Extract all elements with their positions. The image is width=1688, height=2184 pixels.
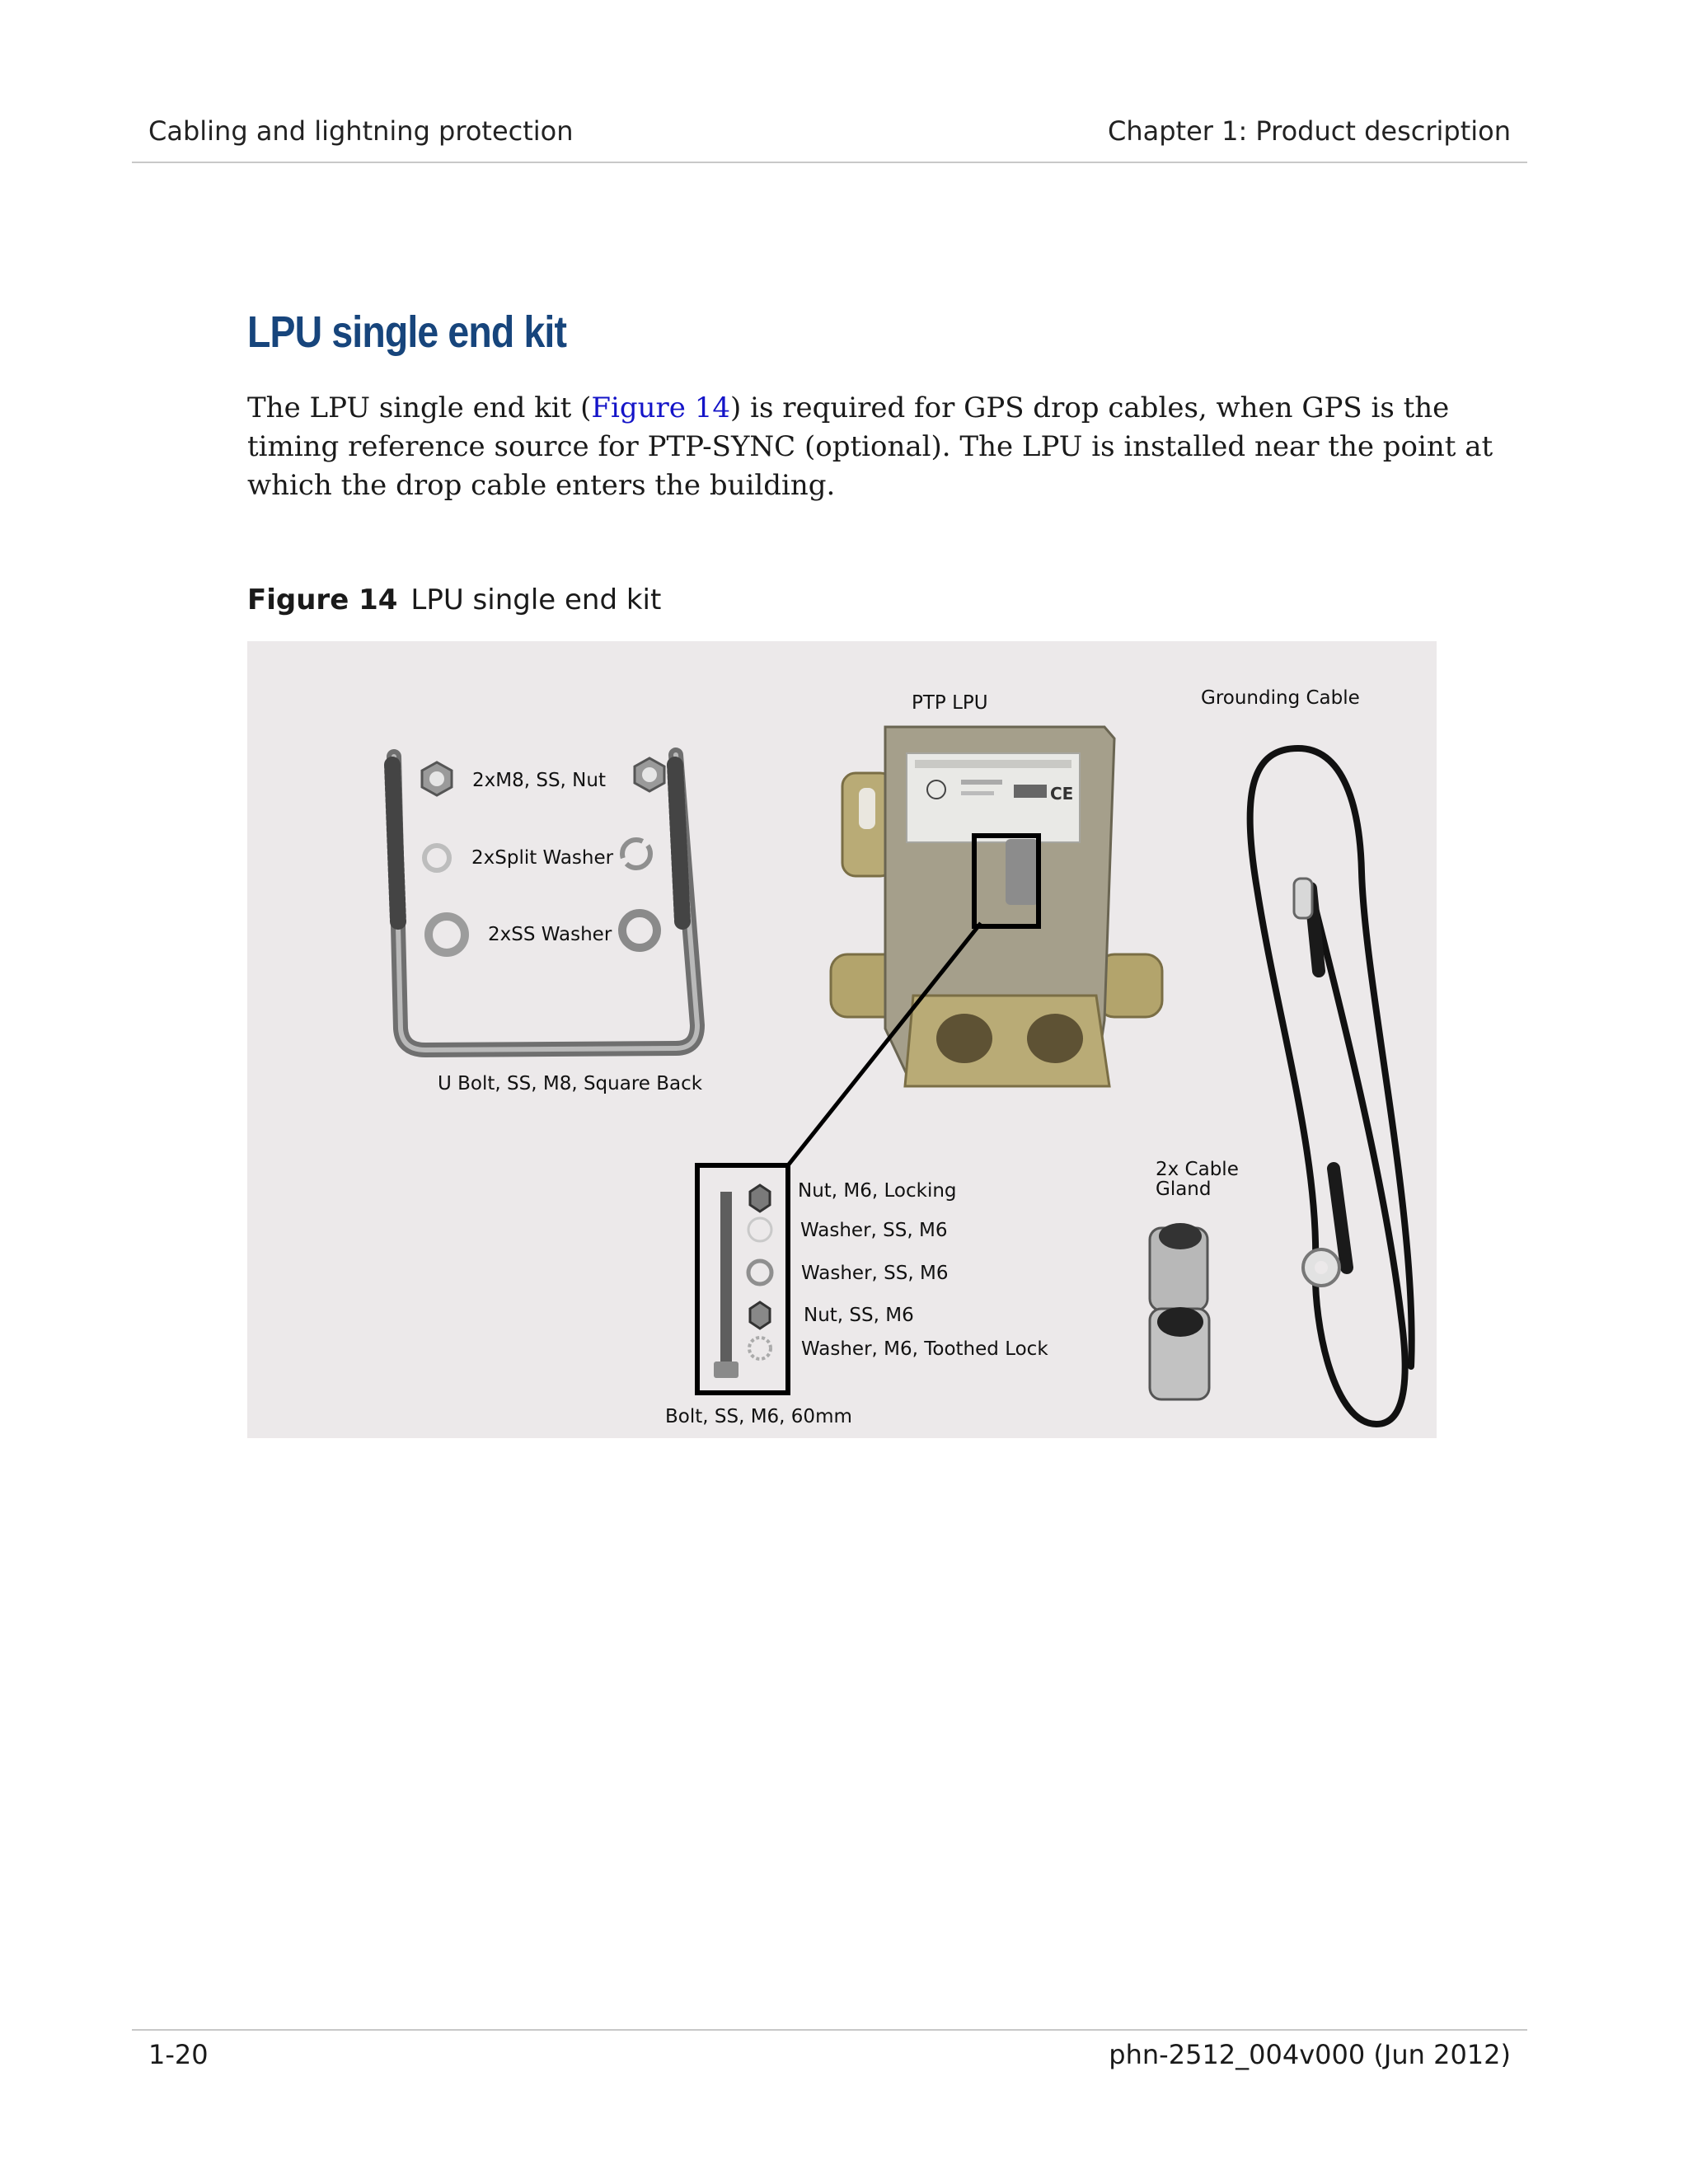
label-ss-washer: 2xSS Washer [488,924,612,945]
intro-text-after: ) is required for GPS drop cables, when GPS is the timing reference source for PTP-SYNC (optional). The LPU is installed near the point at which the drop cable enters the building. [247,391,1493,502]
figure-caption [247,583,661,616]
running-header-chapter: Chapter 1: Product description [1107,115,1511,147]
figure-caption-text: LPU single end kit [410,583,662,616]
figure-number: Figure 14 [247,583,398,616]
label-split-washer: 2xSplit Washer [471,847,614,869]
label-washer-ss-m6-a: Washer, SS, M6 [800,1220,948,1241]
lpu-kit-photo [247,641,1437,1438]
label-washer-ss-m6-b: Washer, SS, M6 [801,1263,949,1284]
label-nut-ss-m6: Nut, SS, M6 [804,1305,914,1326]
label-ptp-lpu: PTP LPU [912,692,988,714]
svg-text:CE: CE [1050,784,1074,804]
grounding-cable-drawing [1250,748,1412,1424]
intro-paragraph [247,389,1541,505]
label-washer-toothed: Washer, M6, Toothed Lock [801,1338,1048,1360]
document-id: phn-2512_004v000 (Jun 2012) [1109,2039,1511,2070]
header-rule [132,162,1527,163]
ptp-lpu-drawing [831,727,1162,1086]
label-u-bolt: U Bolt, SS, M8, Square Back [438,1073,703,1094]
label-cable-gland-line1: 2x Cable [1156,1159,1239,1180]
label-m8-nut: 2xM8, SS, Nut [472,770,606,791]
section-title: LPU single end kit [247,307,567,357]
label-nut-m6-locking: Nut, M6, Locking [798,1180,957,1202]
label-cable-gland-line2: Gland [1156,1179,1212,1200]
label-bolt: Bolt, SS, M6, 60mm [665,1406,852,1427]
label-grounding-cable: Grounding Cable [1201,687,1360,709]
cable-gland-drawing [1150,1223,1209,1399]
intro-text-before: The LPU single end kit ( [247,391,592,424]
running-header-section: Cabling and lightning protection [148,115,574,147]
footer-rule [132,2029,1527,2031]
u-bolt-drawing [392,755,697,1050]
m6-hardware-drawing [697,1165,788,1393]
page-number: 1-20 [148,2039,209,2070]
figure-14-link[interactable]: Figure 14 [591,391,730,424]
